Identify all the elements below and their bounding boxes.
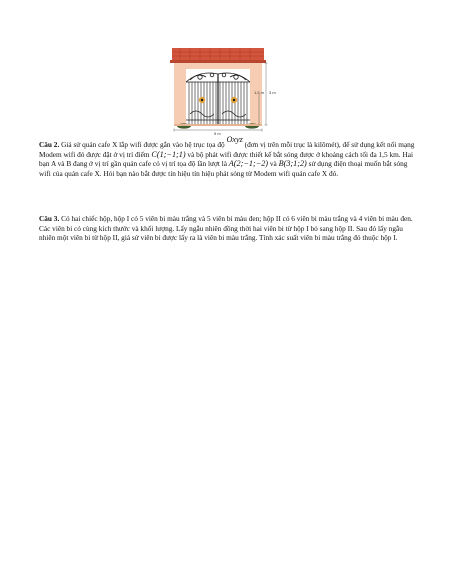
ground-plants	[174, 123, 262, 128]
q2-math-point-a: A(2;−1;−2)	[228, 159, 269, 169]
question-3-label: Câu 3.	[39, 214, 60, 223]
q3-text: Có hai chiếc hộp, hộp I có 5 viên bi màu trắng và 5 viên bi màu đen; hộp II có 6 viên bi màu trắng và 4 viên bi màu đen. Các viên bi có cùng kích thước và khối lượng. Lấy ngẫu nhiên đồng thời hai viên bi từ hộp I bỏ sang hộp II. Sau đó lấy ngẫu nhiên một viên bi từ hộp II, giả sử viên bi được lấy ra là viên bi màu trắng. Tính xác suất viên bi màu trắng đó thuộc hộp I.	[39, 214, 413, 243]
q2-math-point-c: C(1;−1;1)	[151, 149, 186, 159]
width-label: 5 m	[214, 131, 221, 136]
top-wall	[186, 63, 250, 69]
q2-text-3: và bộ phát wifi được thiết kế bắt sóng được ở khoảng cách tối đa 1,5 km. Hai bạn A và B đang ở vị trí gần quán cafe có vị trí tọa độ lần lượt là	[39, 149, 413, 169]
height-small-label: 1,5 m	[254, 90, 265, 95]
q2-math-point-b: B(3;1;2)	[278, 159, 307, 169]
left-pillar	[174, 63, 186, 125]
question-3	[39, 214, 415, 243]
height-large-label: 3 m	[269, 90, 276, 95]
gate-illustration	[170, 44, 282, 134]
question-2	[39, 135, 415, 178]
q2-text-4: và	[268, 159, 279, 169]
q2-text-2: (đơn vị trên mỗi trục là kilômét), để sử dụng kết nối mạng Modem wifi đó được đặt ở vị trí điểm	[39, 140, 415, 159]
question-2-label: Câu 2.	[39, 140, 60, 149]
q2-text-1: Giả sử quán cafe X lắp wifi được gắn vào hệ trục tọa độ	[59, 140, 227, 149]
q2-math-oxyz: Oxyz	[226, 135, 243, 144]
iron-gate	[186, 73, 250, 124]
roof	[170, 48, 266, 63]
q2-text-5: sử dụng điện thoại muốn bắt sóng wifi của quán cafe X. Hỏi bạn nào bắt được tín hiệu tín hiệu phát sóng từ Modem wifi quán cafe X đó.	[39, 159, 408, 178]
gate-figure	[170, 44, 282, 134]
